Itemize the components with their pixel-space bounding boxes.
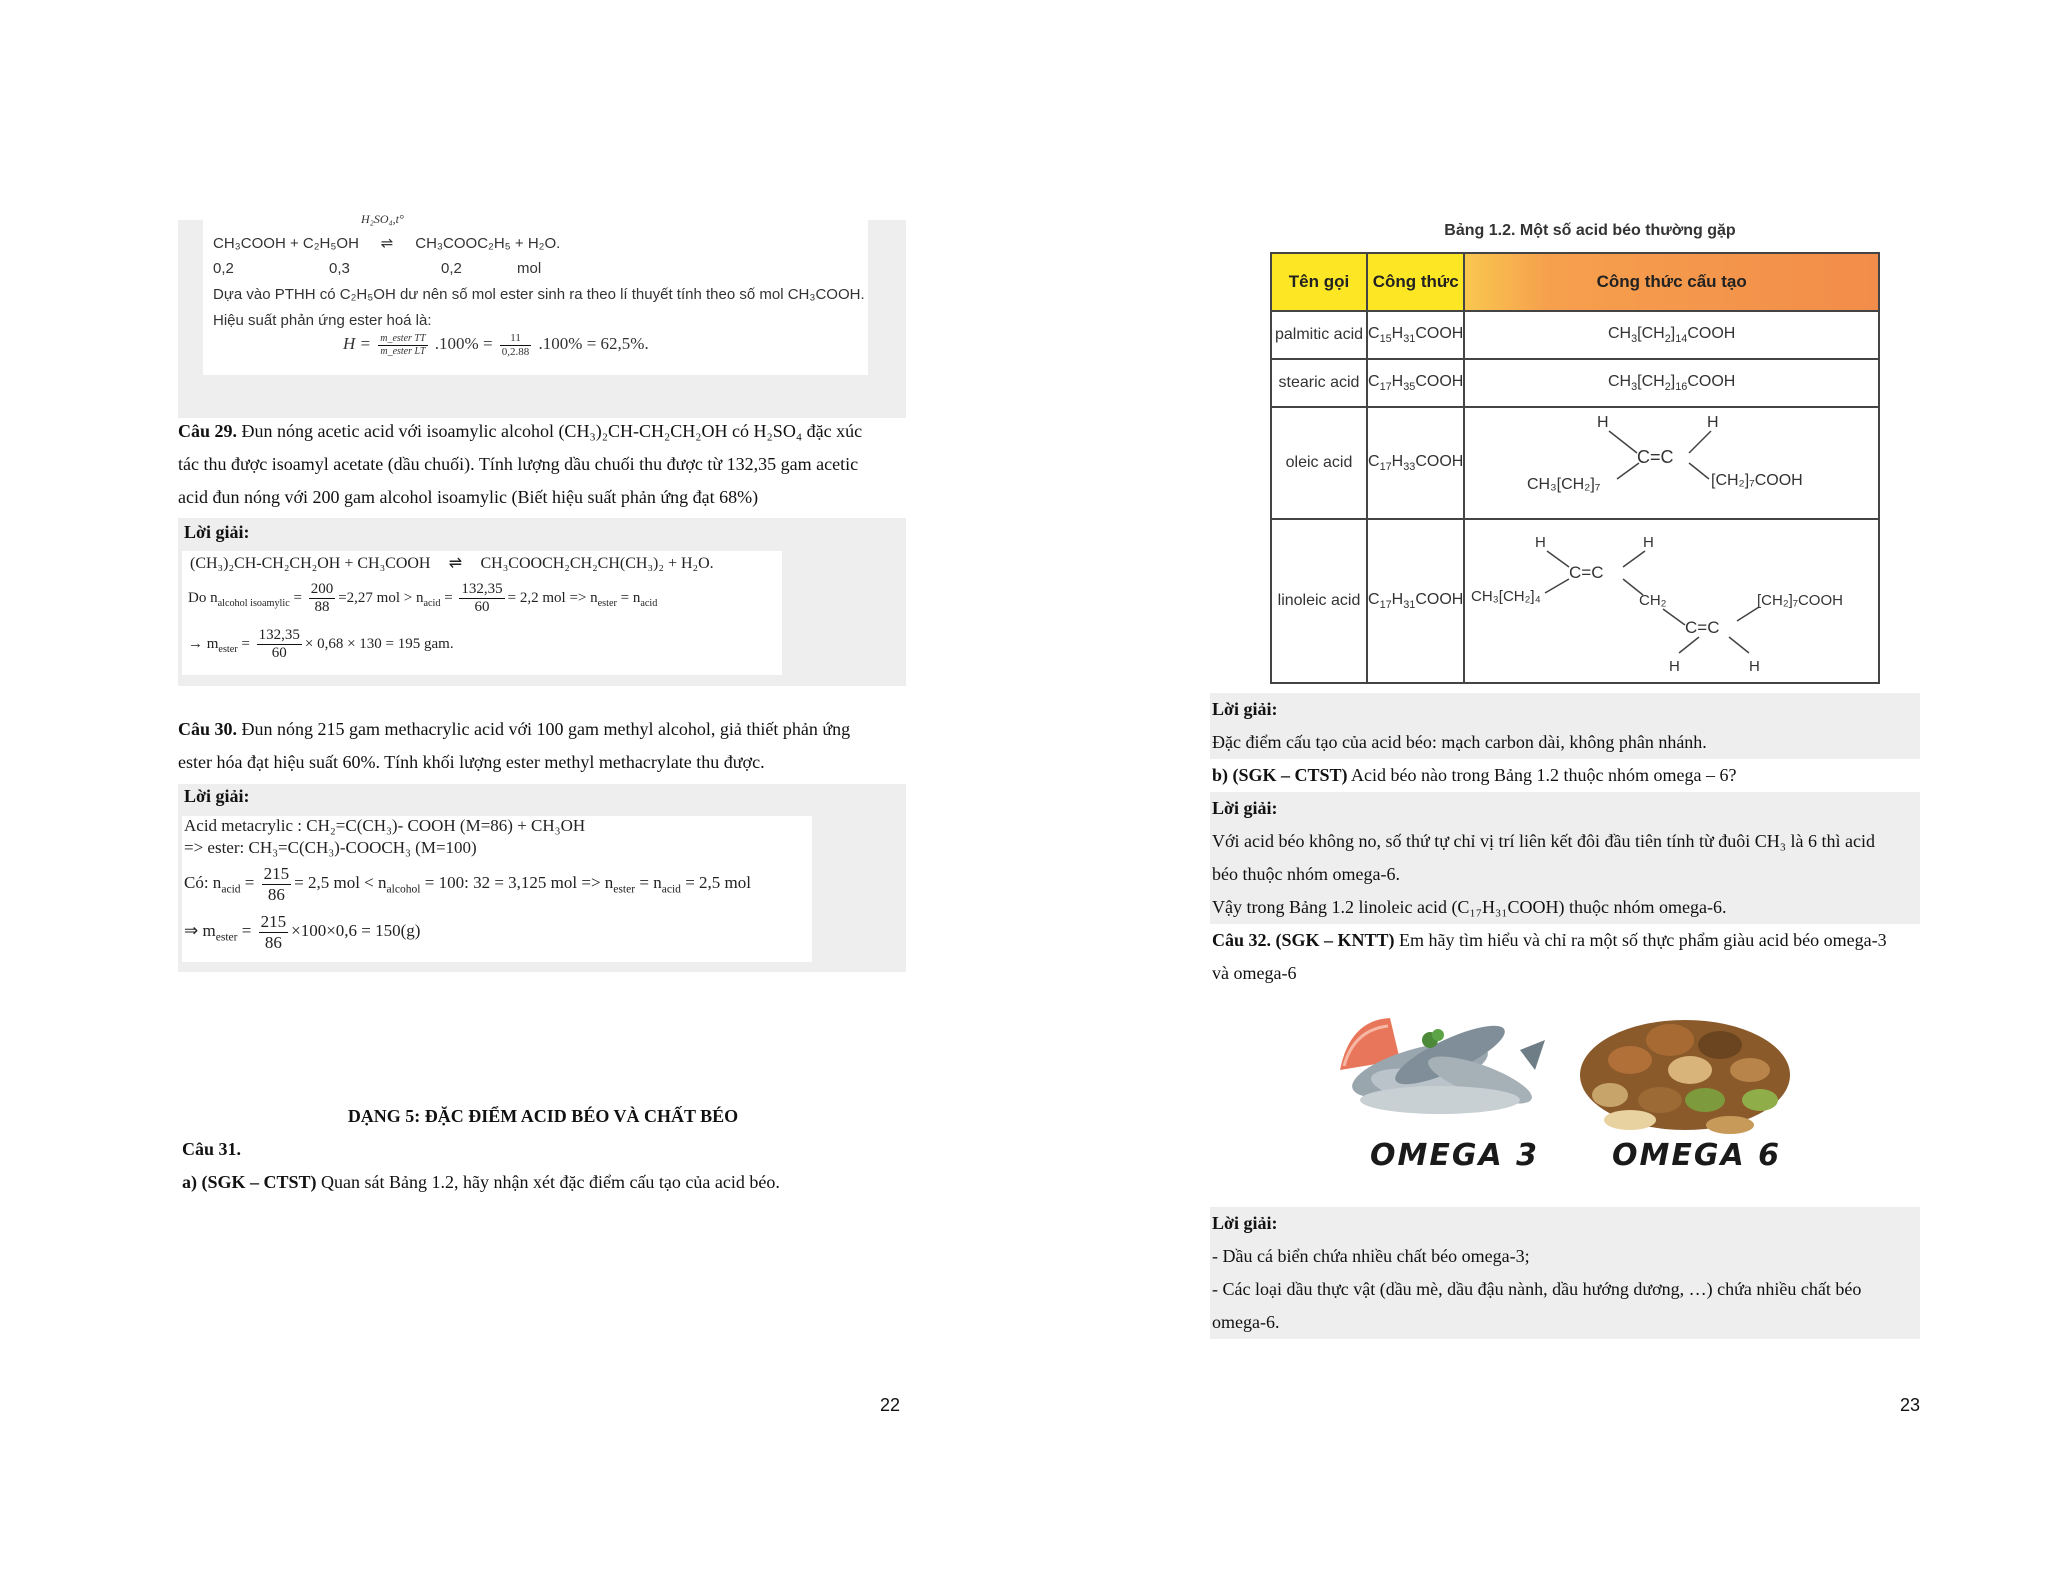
top-solution-image [203, 212, 868, 375]
page-number-left: 22 [880, 1395, 901, 1415]
row-formula: $C_{15}H_{31}COOH$ [1367, 311, 1464, 359]
q30-label: Câu 30. [178, 719, 238, 739]
q31-label: Câu 31. [182, 1139, 242, 1159]
oleic-structure-diagram [1467, 409, 1877, 517]
linoleic-structure-cell [1464, 519, 1879, 683]
bond-line [1545, 579, 1569, 593]
nuts-icon [1580, 1020, 1790, 1134]
q30-solution-body [182, 816, 812, 962]
q29-text-2: tác thu được isoamyl acetate (dầu chuối). Tính lượng dầu chuối thu được từ 132,35 gam acetic [178, 454, 859, 474]
sol3-line-3: omega-6. [1212, 1312, 1280, 1332]
sol1-label: Lời giải: [1212, 699, 1278, 719]
q30-line-3: Có: $n_{acid}$ = $\frac{215}{86}$ = 2,5 mol < $n_{alcohol} = 100$: 32 = 3,125 mol => $n_{ester} = n_{acid} = 2,5$ mol [184, 864, 751, 904]
bond-line [1737, 607, 1759, 621]
q32-text-1: Em hãy tìm hiểu và chỉ ra một số thực phẩm giàu acid béo omega-3 [1394, 930, 1887, 950]
q29-eq-rhs: CH₃COOCH₂CH₂CH(CH₃)₂ + H₂O. [480, 555, 714, 572]
q30-text-1: Đun nóng 215 gam methacrylic acid với 100 gam methyl alcohol, giả thiết phản ứng [241, 719, 851, 739]
bond-line [1609, 431, 1637, 453]
equation-catalyst: H₂SO₄,t° [361, 212, 404, 226]
linoleic-h-2: H [1642, 534, 1654, 551]
q29-text-1: Đun nóng acetic acid với isoamylic alcohol (CH₃)₂CH-CH₂CH₂OH có H₂SO₄ đặc xúc [241, 421, 863, 441]
q30-text-2: ester hóa đạt hiệu suất 60%. Tính khối lượng ester methyl methacrylate thu được. [178, 752, 765, 772]
oleic-double-bond: C=C [1636, 447, 1674, 467]
solution-line-1: Dựa vào PTHH có C₂H₅OH dư nên số mol ester sinh ra theo lí thuyết tính theo số mol CH₃COOH. [213, 286, 865, 303]
mole-3: 0,2 [441, 260, 462, 277]
page-number-right: 23 [1900, 1395, 1921, 1415]
q30-line-4: ⇒ $m_{ester}$ = $\frac{215}{86}$ ×100×0,6 = 150(g) [184, 912, 421, 952]
q32-text-2: và omega-6 [1212, 963, 1297, 983]
yield-end: .100% = 62,5%. [538, 334, 649, 354]
sol3-line-2: - Các loại dầu thực vật (dầu mè, dầu đậu nành, dầu hướng dương, …) chứa nhiều chất béo [1212, 1279, 1862, 1299]
yield-mid: .100% = [434, 334, 493, 354]
sol2-label: Lời giải: [1212, 798, 1278, 818]
bond-line [1623, 551, 1645, 567]
sol1-text: Đặc điểm cấu tạo của acid béo: mạch carbon dài, không phân nhánh. [1212, 732, 1707, 752]
q32-label: Câu 32. (SGK – KNTT) [1212, 930, 1395, 950]
linoleic-ch2: CH₂ [1638, 592, 1667, 609]
header-formula: Công thức [1367, 253, 1464, 311]
bond-line [1729, 637, 1749, 653]
oleic-left-chain: CH₃[CH₂]₇ [1526, 476, 1601, 493]
table-row [1271, 407, 1879, 519]
q31b-label: b) (SGK – CTST) [1212, 765, 1348, 785]
solution-line-2: Hiệu suất phản ứng ester hoá là: [213, 312, 432, 329]
row-name: linoleic acid [1271, 519, 1367, 683]
row-formula: $C_{17}H_{33}COOH$ [1367, 407, 1464, 519]
q31a [182, 1166, 780, 1199]
q29-label: Câu 29. [178, 421, 238, 441]
table-row [1271, 311, 1879, 359]
row-name: oleic acid [1271, 407, 1367, 519]
row-formula: $C_{17}H_{31}COOH$ [1367, 519, 1464, 683]
q29-eq-lhs: (CH₃)₂CH-CH₂CH₂OH + CH₃COOH [190, 555, 431, 572]
oleic-right-chain: [CH₂]₇COOH [1710, 472, 1803, 489]
fish-and-nuts-illustration [1330, 1000, 1800, 1140]
table-row [1271, 519, 1879, 683]
q30-line-1: Acid metacrylic : CH₂=C(CH₃)- COOH (M=86) + CH₃OH [184, 816, 586, 835]
yield-fraction-1: $\frac{\text{m\_ester TT}}{\text{m\_ester LT}}$ [380, 333, 426, 357]
omega-food-image [1330, 1000, 1800, 1185]
question-29 [178, 415, 908, 514]
equilibrium-arrow-icon: ⇌ [380, 235, 394, 252]
equation-rhs: CH₃COOC₂H₅ + H₂O. [415, 235, 561, 252]
row-formula: $C_{17}H_{35}COOH$ [1367, 359, 1464, 407]
q29-text-3: acid đun nóng với 200 gam alcohol isoamylic (Biết hiệu suất phản ứng đạt 68%) [178, 487, 759, 507]
q32 [1212, 924, 1887, 957]
q29-calc-2: → $m_{ester}$ = $\frac{132,35}{60}$ × 0,68 × 130 = 195 gam. [188, 627, 454, 662]
sol2-line-1: Với acid béo không no, số thứ tự chỉ vị trí liên kết đôi đầu tiên tính từ đuôi CH₃ là 6 thì acid [1212, 831, 1875, 851]
question-30 [178, 713, 908, 779]
linoleic-right-chain: [CH₂]₇COOH [1756, 592, 1843, 609]
q31b-text: Acid béo nào trong Bảng 1.2 thuộc nhóm omega – 6? [1347, 765, 1737, 785]
equation-lhs: CH₃COOH + C₂H₅OH [213, 235, 359, 252]
section-title: DẠNG 5: ĐẶC ĐIỂM ACID BÉO VÀ CHẤT BÉO [347, 1106, 739, 1126]
bond-line [1679, 637, 1699, 653]
row-structure: $CH_3[CH_2]_{16}COOH$ [1464, 359, 1879, 407]
q31a-text: Quan sát Bảng 1.2, hãy nhận xét đặc điểm cấu tạo của acid béo. [316, 1172, 780, 1192]
linoleic-double-bond-2: C=C [1684, 618, 1720, 637]
header-name: Tên gọi [1271, 253, 1367, 311]
q29-calc-1: Do $n_{alcohol isoamylic}$ = $\frac{200}{88}$ =2,27 mol > $n_{acid}$ = $\frac{132,35}{60}$ = 2,2 mol => $n_{ester} = n_{acid}$ [188, 581, 658, 616]
omega6-label: OMEGA 6 [1612, 1138, 1782, 1173]
yield-fraction-2: $\frac{11}{0,2.88}$ [501, 332, 530, 358]
bond-line [1663, 609, 1685, 625]
row-name: palmitic acid [1271, 311, 1367, 359]
yield-h: H = [343, 334, 371, 354]
sol3-line-1: - Dầu cá biển chứa nhiều chất béo omega-3; [1212, 1246, 1530, 1266]
bond-line [1689, 431, 1711, 453]
oleic-structure-cell [1464, 407, 1879, 519]
row-name: stearic acid [1271, 359, 1367, 407]
yield-formula [343, 332, 649, 358]
fatty-acid-table [1270, 252, 1880, 684]
sol2-line-3: Vậy trong Bảng 1.2 linoleic acid (C₁₇H₃₁COOH) thuộc nhóm omega-6. [1212, 897, 1727, 917]
q30-solution-label: Lời giải: [184, 786, 250, 806]
sol3-label: Lời giải: [1212, 1213, 1278, 1233]
mole-unit: mol [517, 260, 542, 277]
bond-line [1617, 463, 1639, 479]
linoleic-h-4: H [1748, 658, 1760, 675]
table-row [1271, 359, 1879, 407]
bond-line [1547, 551, 1569, 567]
q30-line-2: => ester: CH₃=C(CH₃)-COOCH₃ (M=100) [184, 838, 477, 857]
omega3-label: OMEGA 3 [1370, 1138, 1540, 1173]
equilibrium-arrow-icon: ⇌ [448, 555, 463, 572]
linoleic-h-1: H [1534, 534, 1546, 551]
linoleic-h-3: H [1668, 658, 1680, 675]
bond-line [1689, 463, 1709, 479]
linoleic-left-chain: CH₃[CH₂]₄ [1470, 588, 1541, 605]
header-structure: Công thức cấu tạo [1464, 253, 1879, 311]
mole-1: 0,2 [213, 260, 234, 277]
row-structure: $CH_3[CH_2]_{14}COOH$ [1464, 311, 1879, 359]
fish-icon [1340, 1015, 1545, 1120]
q29-solution-label: Lời giải: [184, 522, 250, 542]
q31b [1212, 759, 1736, 792]
q29-solution-body [182, 551, 782, 675]
linoleic-double-bond-1: C=C [1568, 563, 1604, 582]
table-caption: Bảng 1.2. Một số acid béo thường gặp [1444, 222, 1736, 239]
oleic-h-left: H [1596, 414, 1609, 431]
sol2-line-2: béo thuộc nhóm omega-6. [1212, 864, 1400, 884]
linoleic-structure-diagram [1467, 521, 1877, 681]
mole-2: 0,3 [329, 260, 350, 277]
q31a-label: a) (SGK – CTST) [182, 1172, 317, 1192]
oleic-h-right: H [1706, 414, 1719, 431]
